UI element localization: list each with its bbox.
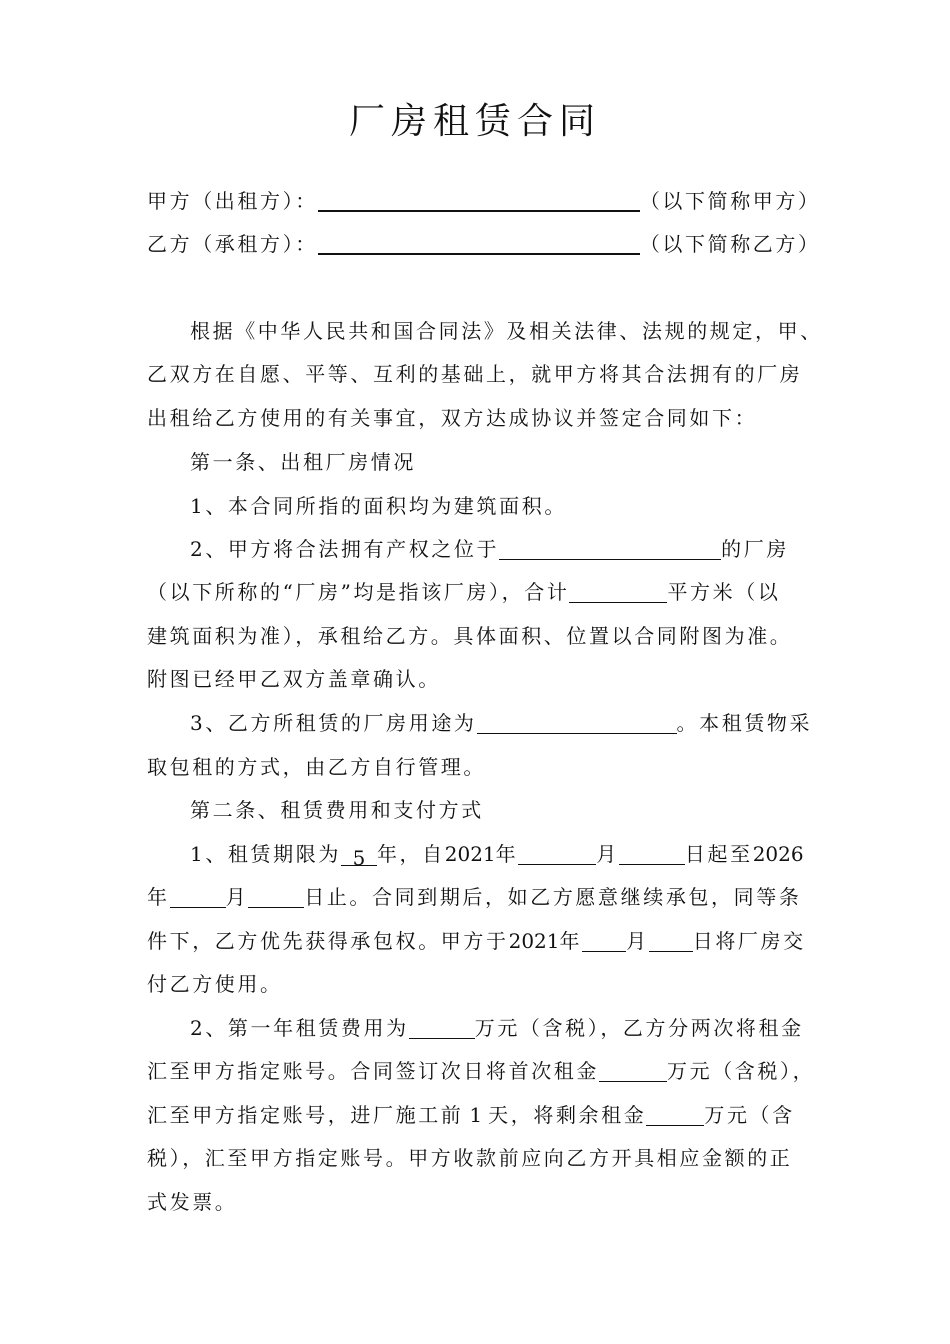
start-day-blank <box>619 842 685 865</box>
article-1-item-3-line-1 <box>190 708 812 738</box>
text-segment: 汇至甲方指定账号。合同签订次日将首次租金 <box>147 1059 599 1083</box>
text-segment: 2、第一年租赁费用为 <box>190 1016 409 1040</box>
lease-years-value: 5 <box>341 843 377 866</box>
text-segment: 年，自 <box>376 842 445 866</box>
deliver-day-blank <box>649 929 693 952</box>
deliver-year-value: 2021 <box>508 929 560 953</box>
text-segment: 日起至 <box>684 842 753 866</box>
article-2-item-2-line-1 <box>190 1013 804 1043</box>
article-2-heading: 第二条、租赁费用和支付方式 <box>190 798 484 822</box>
article-1-heading: 第一条、出租厂房情况 <box>190 450 416 474</box>
article-1-item-2-line-2 <box>147 577 780 607</box>
party-a-name-blank <box>318 188 640 212</box>
text-segment: 件下，乙方优先获得承包权。甲方于 <box>147 929 509 953</box>
text-segment: （以下所称的“厂房”均是指该厂房），合计 <box>147 580 570 604</box>
article-1-item-3-line-2: 取包租的方式，由乙方自行管理。 <box>147 755 486 779</box>
intro-line-2: 乙双方在自愿、平等、互利的基础上，就甲方将其合法拥有的厂房 <box>147 362 803 386</box>
deliver-month-blank <box>582 929 626 952</box>
article-2-item-1-line-2 <box>147 882 801 912</box>
party-b-suffix: （以下简称乙方） <box>639 232 821 256</box>
article-1-item-2-line-1 <box>190 534 789 564</box>
text-segment: 平方米（以 <box>667 580 781 604</box>
party-a-suffix: （以下简称甲方） <box>639 189 821 213</box>
article-1-item-2-line-3: 建筑面积为准），承租给乙方。具体面积、位置以合同附图为准。 <box>147 624 793 648</box>
text-segment: 月 <box>596 842 619 866</box>
party-b-name-blank <box>318 231 640 255</box>
intro-line-1: 根据《中华人民共和国合同法》及相关法律、法规的规定，甲、 <box>190 319 823 343</box>
text-segment: 日止。合同到期后，如乙方愿意继续承包，同等条 <box>304 885 802 909</box>
usage-blank <box>477 711 677 734</box>
party-a-label: 甲方（出租方）： <box>147 189 318 213</box>
article-2-item-1-line-3 <box>147 926 806 956</box>
area-blank <box>569 580 667 603</box>
text-segment: 万元（含 <box>704 1103 795 1127</box>
article-1-item-1: 1、本合同所指的面积均为建筑面积。 <box>190 494 567 518</box>
end-year-value: 2026 <box>752 842 804 866</box>
text-segment: 万元（含税），乙方分两次将租金 <box>474 1016 804 1040</box>
party-b-label: 乙方（承租方）： <box>147 232 318 256</box>
party-a-line <box>147 186 821 216</box>
text-segment: 月 <box>225 885 249 909</box>
end-day-blank <box>248 885 304 908</box>
article-2-item-1-line-4: 付乙方使用。 <box>147 972 283 996</box>
first-payment-blank <box>599 1059 667 1082</box>
text-segment: 日将厂房交 <box>692 929 806 953</box>
text-segment: 3、乙方所租赁的厂房用途为 <box>190 711 477 735</box>
text-segment: 年 <box>147 885 170 909</box>
article-2-item-2-line-2 <box>147 1056 815 1086</box>
first-year-rent-blank <box>409 1016 475 1039</box>
text-segment: 的厂房 <box>721 537 789 561</box>
document-title: 厂房租赁合同 <box>348 101 601 142</box>
text-segment: 年 <box>559 929 583 953</box>
start-month-blank <box>518 842 596 865</box>
text-segment: 天，将剩余租金 <box>488 1103 647 1127</box>
start-year-value: 2021 <box>444 842 496 866</box>
party-b-line <box>147 229 821 259</box>
days-before-construction-value: 1 <box>469 1103 483 1127</box>
intro-line-3: 出租给乙方使用的有关事宜，双方达成协议并签定合同如下： <box>147 406 758 430</box>
text-segment: 2、甲方将合法拥有产权之位于 <box>190 537 500 561</box>
article-2-item-1-line-1 <box>190 839 804 869</box>
text-segment: 年 <box>495 842 519 866</box>
end-month-blank <box>170 885 226 908</box>
article-1-item-2-line-4: 附图已经甲乙双方盖章确认。 <box>147 667 441 691</box>
article-2-item-2-line-3 <box>147 1100 795 1130</box>
text-segment: 万元（含税）， <box>667 1059 816 1083</box>
remaining-rent-blank <box>646 1103 704 1126</box>
text-segment: 月 <box>626 929 649 953</box>
text-segment: 1、租赁期限为 <box>190 842 341 866</box>
article-2-item-2-line-4: 税），汇至甲方指定账号。甲方收款前应向乙方开具相应金额的正 <box>147 1146 793 1170</box>
text-segment: 。本租赁物采 <box>676 711 813 735</box>
text-segment: 汇至甲方指定账号，进厂施工前 <box>147 1103 464 1127</box>
article-2-item-2-line-5: 式发票。 <box>147 1190 238 1214</box>
location-blank <box>499 537 721 560</box>
